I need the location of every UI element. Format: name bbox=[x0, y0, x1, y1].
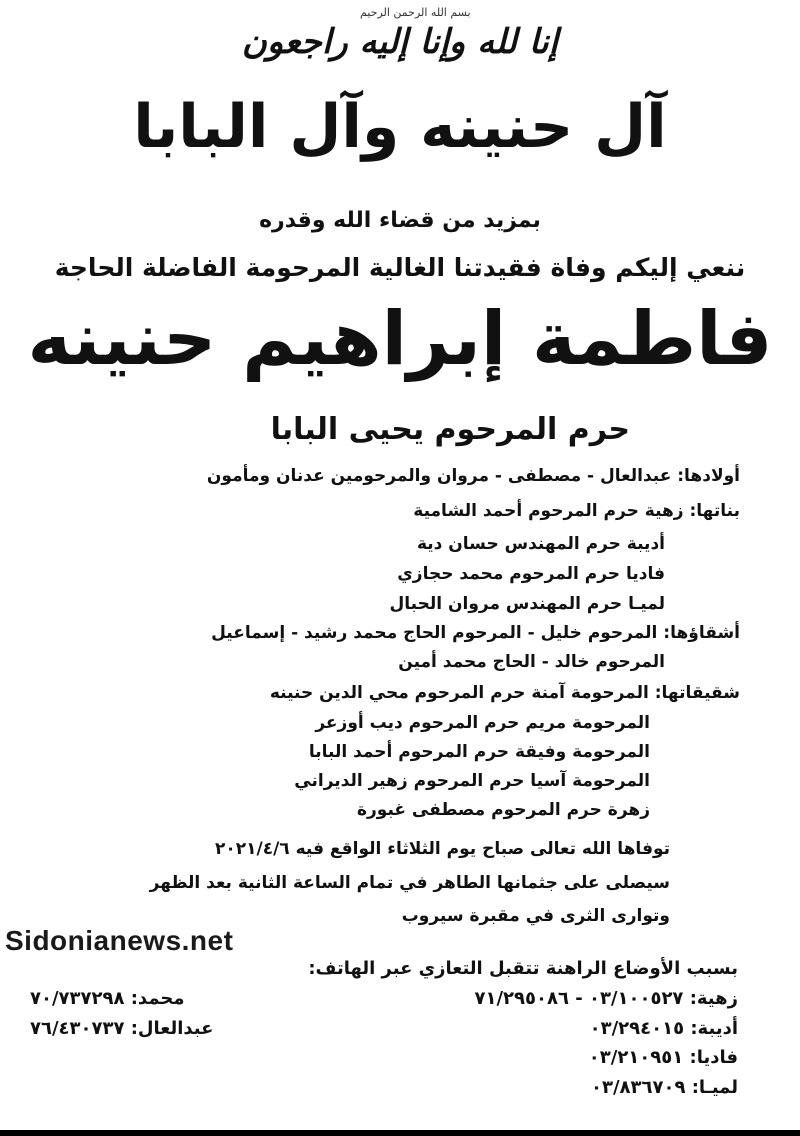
sisters-line: شقيقاتها: المرحومة آمنة حرم المرحوم محي الدين حنينه bbox=[269, 683, 740, 703]
deceased-name: فاطمة إبراهيم حنينه bbox=[27, 296, 773, 382]
families-title: آل حنينه وآل البابا bbox=[133, 92, 667, 162]
phone-line: عبدالعال: ٧٦/٤٣٠٧٣٧ bbox=[30, 1018, 214, 1039]
daughter-line: بناتها: زهية حرم المرحوم أحمد الشامية bbox=[413, 501, 740, 521]
daughter-line: لميـا حرم المهندس مروان الحبال bbox=[389, 594, 665, 614]
death-date-line: توفاها الله تعالى صباح يوم الثلاثاء الواقع فيه ٢٠٢١/٤/٦ bbox=[214, 839, 670, 859]
daughter-line: أديبة حرم المهندس حسان دية bbox=[416, 534, 665, 554]
phone-line: أديبة: ٠٣/٢٩٤٠١٥ bbox=[589, 1018, 738, 1039]
phone-line: محمد: ٧٠/٧٣٧٢٩٨ bbox=[30, 988, 185, 1009]
quran-verse: إنا لله وإنا إليه راجعون bbox=[241, 22, 559, 62]
phone-line: زهية: ٠٣/١٠٠٥٢٧ - ٧١/٢٩٥٠٨٦ bbox=[474, 988, 738, 1009]
sons-line: أولادها: عبدالعال - مصطفى - مروان والمرحومين عدنان ومأمون bbox=[206, 466, 740, 486]
daughter-line: فاديا حرم المرحوم محمد حجازي bbox=[397, 564, 665, 584]
sisters-line: المرحومة وفيقة حرم المرحوم أحمد البابا bbox=[308, 742, 650, 762]
watermark: Sidonianews.net bbox=[5, 925, 234, 956]
phone-line: فاديا: ٠٣/٢١٠٩٥١ bbox=[588, 1047, 738, 1068]
sisters-line: المرحومة آسيا حرم المرحوم زهير الديراني bbox=[294, 771, 650, 791]
phone-line: لميـا: ٠٣/٨٣٦٧٠٩ bbox=[590, 1077, 738, 1098]
decree-line: بمزيد من قضاء الله وقدره bbox=[259, 208, 541, 233]
spouse-line: حرم المرحوم يحيى البابا bbox=[270, 412, 630, 447]
burial-line: وتوارى الثرى في مقبرة سيروب bbox=[401, 906, 670, 926]
brothers-line: المرحوم خالد - الحاج محمد أمين bbox=[398, 652, 665, 672]
condolence-note: بسبب الأوضاع الراهنة تتقبل التعازي عبر الهاتف: bbox=[308, 958, 738, 979]
bottom-border bbox=[0, 1130, 800, 1136]
basmala: بسم الله الرحمن الرحيم bbox=[360, 6, 471, 19]
announcement-line: ننعي إليكم وفاة فقيدتنا الغالية المرحومة الفاضلة الحاجة bbox=[54, 253, 746, 282]
prayer-line: سيصلى على جثمانها الطاهر في تمام الساعة الثانية بعد الظهر bbox=[149, 873, 670, 893]
sisters-line: المرحومة مريم حرم المرحوم ديب أوزعر bbox=[315, 713, 650, 733]
sisters-line: زهرة حرم المرحوم مصطفى غبورة bbox=[356, 800, 650, 820]
brothers-line: أشقاؤها: المرحوم خليل - المرحوم الحاج محمد رشيد - إسماعيل bbox=[211, 623, 740, 643]
